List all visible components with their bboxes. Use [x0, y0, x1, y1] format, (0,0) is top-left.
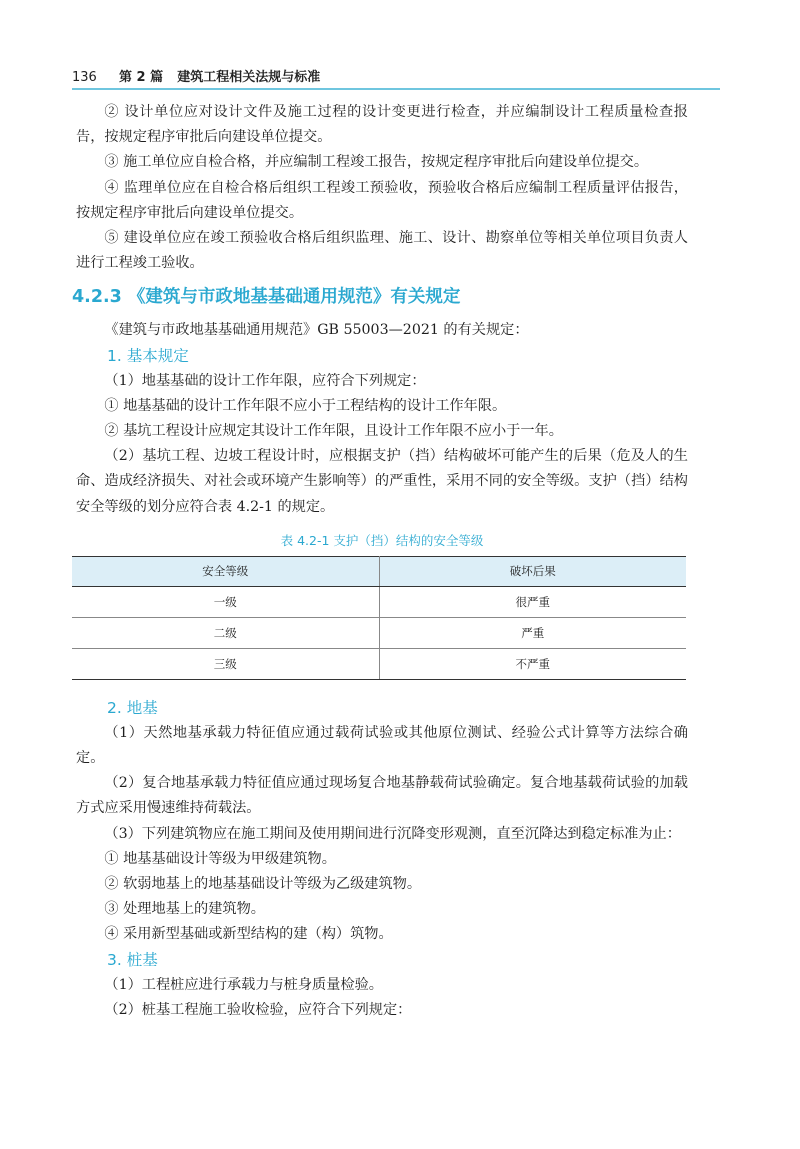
intro-paragraph: ④ 监理单位应在自检合格后组织工程竣工预验收，预验收合格后应编制工程质量评估报告，按规定程序审批后向建设单位提交。 — [76, 179, 688, 221]
page-number: 136 — [72, 70, 97, 85]
paragraph: ② 基坑工程设计应规定其设计工作年限，且设计工作年限不应小于一年。 — [104, 423, 563, 440]
table-header-cell: 安全等级 — [72, 556, 379, 586]
table-cell: 二级 — [72, 617, 379, 648]
intro-paragraph: ③ 施工单位应自检合格，并应编制工程竣工报告，按规定程序审批后向建设单位提交。 — [104, 154, 649, 171]
subsection-heading-foundation: 2. 地基 — [107, 698, 158, 717]
page-body — [72, 100, 688, 1023]
section-heading: 4.2.3 《建筑与市政地基基础通用规范》有关规定 — [72, 287, 461, 308]
table-cell: 一级 — [72, 586, 379, 617]
paragraph: （2）复合地基承载力特征值应通过现场复合地基静载荷试验确定。复合地基载荷试验的加载方式应采用慢速维持荷载法。 — [76, 775, 688, 817]
table-cell: 三级 — [72, 648, 379, 679]
subsection-heading-basic: 1. 基本规定 — [107, 346, 189, 365]
spacer — [76, 680, 688, 696]
paragraph: （2）基坑工程、边坡工程设计时，应根据支护（挡）结构破坏可能产生的后果（危及人的生命、造成经济损失、对社会或环境产生影响等）的严重性，采用不同的安全等级。支护（挡）结构安全等级的划分应符合表 4.2-1 的规定。 — [76, 448, 688, 515]
table-row — [72, 586, 686, 617]
table-header-row — [72, 556, 686, 586]
table-cell: 很严重 — [379, 586, 686, 617]
paragraph: ① 地基基础的设计工作年限不应小于工程结构的设计工作年限。 — [104, 397, 507, 414]
table-cell: 不严重 — [379, 648, 686, 679]
safety-grade-table — [72, 556, 686, 680]
paragraph: （1）地基基础的设计工作年限，应符合下列规定： — [104, 372, 426, 389]
part-label: 第 2 篇 — [118, 70, 164, 85]
paragraph: ④ 采用新型基础或新型结构的建（构）筑物。 — [104, 926, 393, 943]
section-lead: 《建筑与市政地基基础通用规范》GB 55003—2021 的有关规定： — [104, 322, 529, 339]
table-row — [72, 617, 686, 648]
paragraph: （3）下列建筑物应在施工期间及使用期间进行沉降变形观测，直至沉降达到稳定标准为止： — [104, 825, 681, 842]
part-title: 建筑工程相关法规与标准 — [177, 70, 321, 85]
table-header-cell: 破坏后果 — [379, 556, 686, 586]
paragraph: ③ 处理地基上的建筑物。 — [104, 901, 265, 918]
subsection-heading-pile: 3. 桩基 — [107, 950, 158, 969]
paragraph: （2）桩基工程施工验收检验，应符合下列规定： — [104, 1001, 412, 1018]
paragraph: ① 地基基础设计等级为甲级建筑物。 — [104, 850, 336, 867]
intro-paragraph: ⑤ 建设单位应在竣工预验收合格后组织监理、施工、设计、勘察单位等相关单位项目负责人进行工程竣工验收。 — [76, 230, 688, 272]
header-rule — [72, 88, 720, 90]
paragraph: ② 软弱地基上的地基基础设计等级为乙级建筑物。 — [104, 876, 422, 893]
intro-paragraph: ② 设计单位应对设计文件及施工过程的设计变更进行检查，并应编制设计工程质量检查报告，按规定程序审批后向建设单位提交。 — [76, 104, 688, 146]
table-cell: 严重 — [379, 617, 686, 648]
paragraph: （1）工程桩应进行承载力与桩身质量检验。 — [104, 976, 383, 993]
running-header — [72, 66, 712, 88]
paragraph: （1）天然地基承载力特征值应通过载荷试验或其他原位测试、经验公式计算等方法综合确定。 — [76, 724, 688, 767]
table-caption: 表 4.2-1 支护（挡）结构的安全等级 — [280, 532, 484, 548]
table-row — [72, 648, 686, 679]
